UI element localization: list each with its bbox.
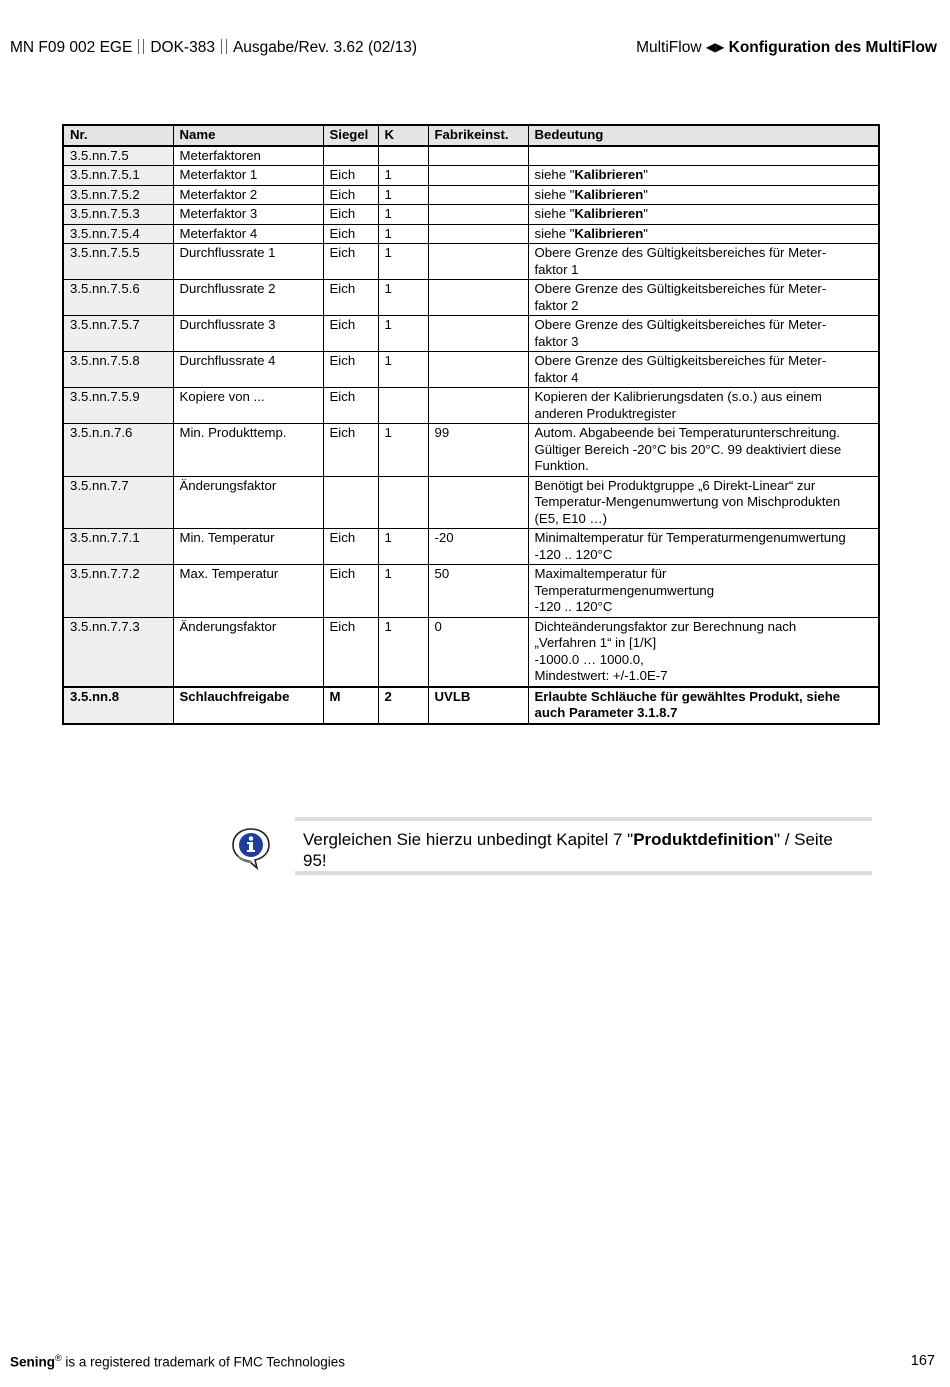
cell-fabrikeinst [428, 280, 528, 316]
cell-bedeutung-pre: siehe " [534, 206, 575, 221]
cell-name: Min. Produkttemp. [173, 424, 323, 477]
cell-bedeutung-bold: Kalibrieren [574, 167, 644, 182]
cell-siegel: Eich [323, 617, 378, 687]
cell-name: Durchflussrate 2 [173, 280, 323, 316]
cell-siegel: Eich [323, 280, 378, 316]
cell-name: Kopiere von ... [173, 388, 323, 424]
page-number: 167 [910, 1353, 935, 1369]
cell-nr: 3.5.nn.7.7.3 [63, 617, 173, 687]
cell-bedeutung [528, 166, 879, 186]
cell-bedeutung: Kopieren der Kalibrierungsdaten (s.o.) aus einem anderen Produktregister [528, 388, 879, 424]
cell-k: 1 [378, 529, 428, 565]
cell-siegel: Eich [323, 424, 378, 477]
section-title: Konfiguration des MultiFlow [728, 39, 937, 56]
cell-k: 1 [378, 185, 428, 205]
cell-name: Max. Temperatur [173, 565, 323, 618]
cell-k: 1 [378, 565, 428, 618]
cell-bedeutung-bold: Kalibrieren [574, 206, 644, 221]
cell-k: 1 [378, 166, 428, 186]
cell-k: 1 [378, 424, 428, 477]
cell-bedeutung: Obere Grenze des Gültigkeitsbereiches für Meter- faktor 2 [528, 280, 879, 316]
cell-fabrikeinst: 99 [428, 424, 528, 477]
cell-bedeutung-post: " [643, 206, 648, 221]
cell-nr: 3.5.n.n.7.6 [63, 424, 173, 477]
cell-name: Durchflussrate 4 [173, 352, 323, 388]
note-text-post: " / Seite 95! [303, 830, 833, 870]
cell-bedeutung [528, 205, 879, 225]
table-row [63, 185, 879, 205]
doc-id: MN F09 002 EGE [10, 39, 133, 56]
cell-siegel: Eich [323, 185, 378, 205]
cell-bedeutung: Minimaltemperatur für Temperaturmengenumwertung -120 .. 120°C [528, 529, 879, 565]
column-header-fabrikeinst: Fabrikeinst. [428, 125, 528, 146]
cell-nr: 3.5.nn.7.7.1 [63, 529, 173, 565]
table-header-row [63, 125, 879, 146]
cell-fabrikeinst: UVLB [428, 687, 528, 724]
cell-bedeutung-pre: siehe " [534, 186, 575, 202]
cell-k: 1 [378, 316, 428, 352]
table-row [63, 244, 879, 280]
table-row [63, 476, 879, 529]
cell-bedeutung: Benötigt bei Produktgruppe „6 Direkt-Linear“ zur Temperatur-Mengenumwertung von Mischprodukten (E5, E10 …) [528, 476, 879, 529]
cell-siegel: Eich [323, 205, 378, 225]
cell-bedeutung [528, 224, 879, 244]
cell-bedeutung: Dichteänderungsfaktor zur Berechnung nach „Verfahren 1“ in [1/K] -1000.0 … 1000.0, Mindestwert: +/-1.0E-7 [528, 617, 879, 687]
header-section [636, 39, 937, 57]
column-header-nr: Nr. [63, 125, 173, 146]
table-row [63, 280, 879, 316]
cell-siegel: Eich [323, 316, 378, 352]
cell-fabrikeinst: 50 [428, 565, 528, 618]
cell-nr: 3.5.nn.7.5.9 [63, 388, 173, 424]
table-row [63, 166, 879, 186]
cell-name: Änderungsfaktor [173, 476, 323, 529]
cell-fabrikeinst [428, 388, 528, 424]
cell-bedeutung-post: " [643, 225, 648, 241]
cell-bedeutung-bold: Kalibrieren [574, 186, 644, 202]
cell-nr: 3.5.nn.7.5.6 [63, 280, 173, 316]
revision: Ausgabe/Rev. 3.62 (02/13) [232, 39, 418, 56]
cell-bedeutung [528, 185, 879, 205]
parameter-table [62, 124, 880, 725]
cell-nr: 3.5.nn.7.5.7 [63, 316, 173, 352]
cell-name: Schlauchfreigabe [173, 687, 323, 724]
cell-nr: 3.5.nn.7.5.8 [63, 352, 173, 388]
cell-nr: 3.5.nn.7.5 [63, 146, 173, 166]
table-row [63, 352, 879, 388]
cell-fabrikeinst [428, 205, 528, 225]
cell-siegel [323, 146, 378, 166]
separator [138, 39, 144, 54]
cell-siegel: Eich [323, 388, 378, 424]
table-row [63, 224, 879, 244]
cell-k: 1 [378, 352, 428, 388]
cell-nr: 3.5.nn.7.7.2 [63, 565, 173, 618]
separator [221, 39, 227, 54]
footer-trademark [10, 1353, 345, 1370]
cell-name: Durchflussrate 1 [173, 244, 323, 280]
cell-nr: 3.5.nn.7.5.2 [63, 185, 173, 205]
cell-nr: 3.5.nn.7.5.1 [63, 166, 173, 186]
cell-name: Meterfaktor 2 [173, 185, 323, 205]
cell-k [378, 388, 428, 424]
cell-bedeutung-pre: siehe " [534, 225, 575, 241]
cell-k: 1 [378, 205, 428, 225]
cell-name: Meterfaktor 3 [173, 205, 323, 225]
cell-fabrikeinst: 0 [428, 617, 528, 687]
info-icon [230, 826, 272, 870]
column-header-k: K [378, 125, 428, 146]
cell-fabrikeinst: -20 [428, 529, 528, 565]
table-row [63, 617, 879, 687]
table-row [63, 687, 879, 724]
header-doc-info [10, 39, 417, 57]
column-header-name: Name [173, 125, 323, 146]
doc-number: DOK-383 [150, 39, 215, 56]
column-header-bedeutung: Bedeutung [528, 125, 879, 146]
cell-nr: 3.5.nn.7.5.3 [63, 205, 173, 225]
cell-fabrikeinst [428, 476, 528, 529]
cell-siegel: Eich [323, 224, 378, 244]
cell-bedeutung-post: " [643, 186, 648, 202]
table-row [63, 565, 879, 618]
cell-fabrikeinst [428, 352, 528, 388]
cell-siegel [323, 476, 378, 529]
cell-fabrikeinst [428, 185, 528, 205]
cell-siegel: Eich [323, 529, 378, 565]
note-box [295, 817, 872, 875]
footer-brand: Sening [10, 1354, 56, 1370]
registered-mark: ® [55, 1353, 62, 1363]
product-name: MultiFlow [636, 39, 702, 56]
cell-siegel: Eich [323, 244, 378, 280]
cell-k [378, 146, 428, 166]
cell-bedeutung-bold: Kalibrieren [574, 225, 644, 241]
cell-k: 1 [378, 244, 428, 280]
cell-name: Meterfaktor 1 [173, 166, 323, 186]
footer-text: is a registered trademark of FMC Technologies [61, 1354, 346, 1370]
triangle-right-icon: ▶ [715, 40, 725, 54]
cell-nr: 3.5.nn.8 [63, 687, 173, 724]
cell-nr: 3.5.nn.7.5.4 [63, 224, 173, 244]
cell-bedeutung: Maximaltemperatur für Temperaturmengenumwertung -120 .. 120°C [528, 565, 879, 618]
column-header-siegel: Siegel [323, 125, 378, 146]
cell-bedeutung [528, 146, 879, 166]
cell-name: Durchflussrate 3 [173, 316, 323, 352]
cell-bedeutung: Erlaubte Schläuche für gewähltes Produkt, siehe auch Parameter 3.1.8.7 [528, 687, 879, 724]
cell-k: 1 [378, 224, 428, 244]
cell-name: Änderungsfaktor [173, 617, 323, 687]
cell-name: Min. Temperatur [173, 529, 323, 565]
cell-siegel: Eich [323, 565, 378, 618]
cell-fabrikeinst [428, 316, 528, 352]
cell-nr: 3.5.nn.7.7 [63, 476, 173, 529]
cell-nr: 3.5.nn.7.5.5 [63, 244, 173, 280]
cell-siegel: Eich [323, 352, 378, 388]
cell-k: 1 [378, 617, 428, 687]
cell-bedeutung: Obere Grenze des Gültigkeitsbereiches für Meter- faktor 3 [528, 316, 879, 352]
cell-bedeutung: Obere Grenze des Gültigkeitsbereiches für Meter- faktor 1 [528, 244, 879, 280]
cell-k: 1 [378, 280, 428, 316]
table-row [63, 316, 879, 352]
triangle-left-icon: ◀ [705, 40, 716, 54]
cell-name: Meterfaktor 4 [173, 224, 323, 244]
note-text-pre: Vergleichen Sie hierzu unbedingt Kapitel 7 " [303, 830, 634, 849]
table-row [63, 424, 879, 477]
cell-bedeutung: Obere Grenze des Gültigkeitsbereiches für Meter- faktor 4 [528, 352, 879, 388]
cell-fabrikeinst [428, 224, 528, 244]
cell-bedeutung: Autom. Abgabeende bei Temperaturunterschreitung. Gültiger Bereich -20°C bis 20°C. 99 deaktiviert diese Funktion. [528, 424, 879, 477]
cell-k [378, 476, 428, 529]
note-text [303, 829, 863, 871]
cell-fabrikeinst [428, 166, 528, 186]
cell-fabrikeinst [428, 146, 528, 166]
cell-fabrikeinst [428, 244, 528, 280]
table-row [63, 529, 879, 565]
cell-bedeutung-pre: siehe " [534, 167, 575, 182]
cell-name: Meterfaktoren [173, 146, 323, 166]
cell-siegel: M [323, 687, 378, 724]
cell-siegel: Eich [323, 166, 378, 186]
table-row [63, 205, 879, 225]
table-row [63, 388, 879, 424]
cell-bedeutung-post: " [643, 167, 648, 182]
cell-k: 2 [378, 687, 428, 724]
table-row [63, 146, 879, 166]
note-text-bold: Produktdefinition [633, 830, 774, 849]
